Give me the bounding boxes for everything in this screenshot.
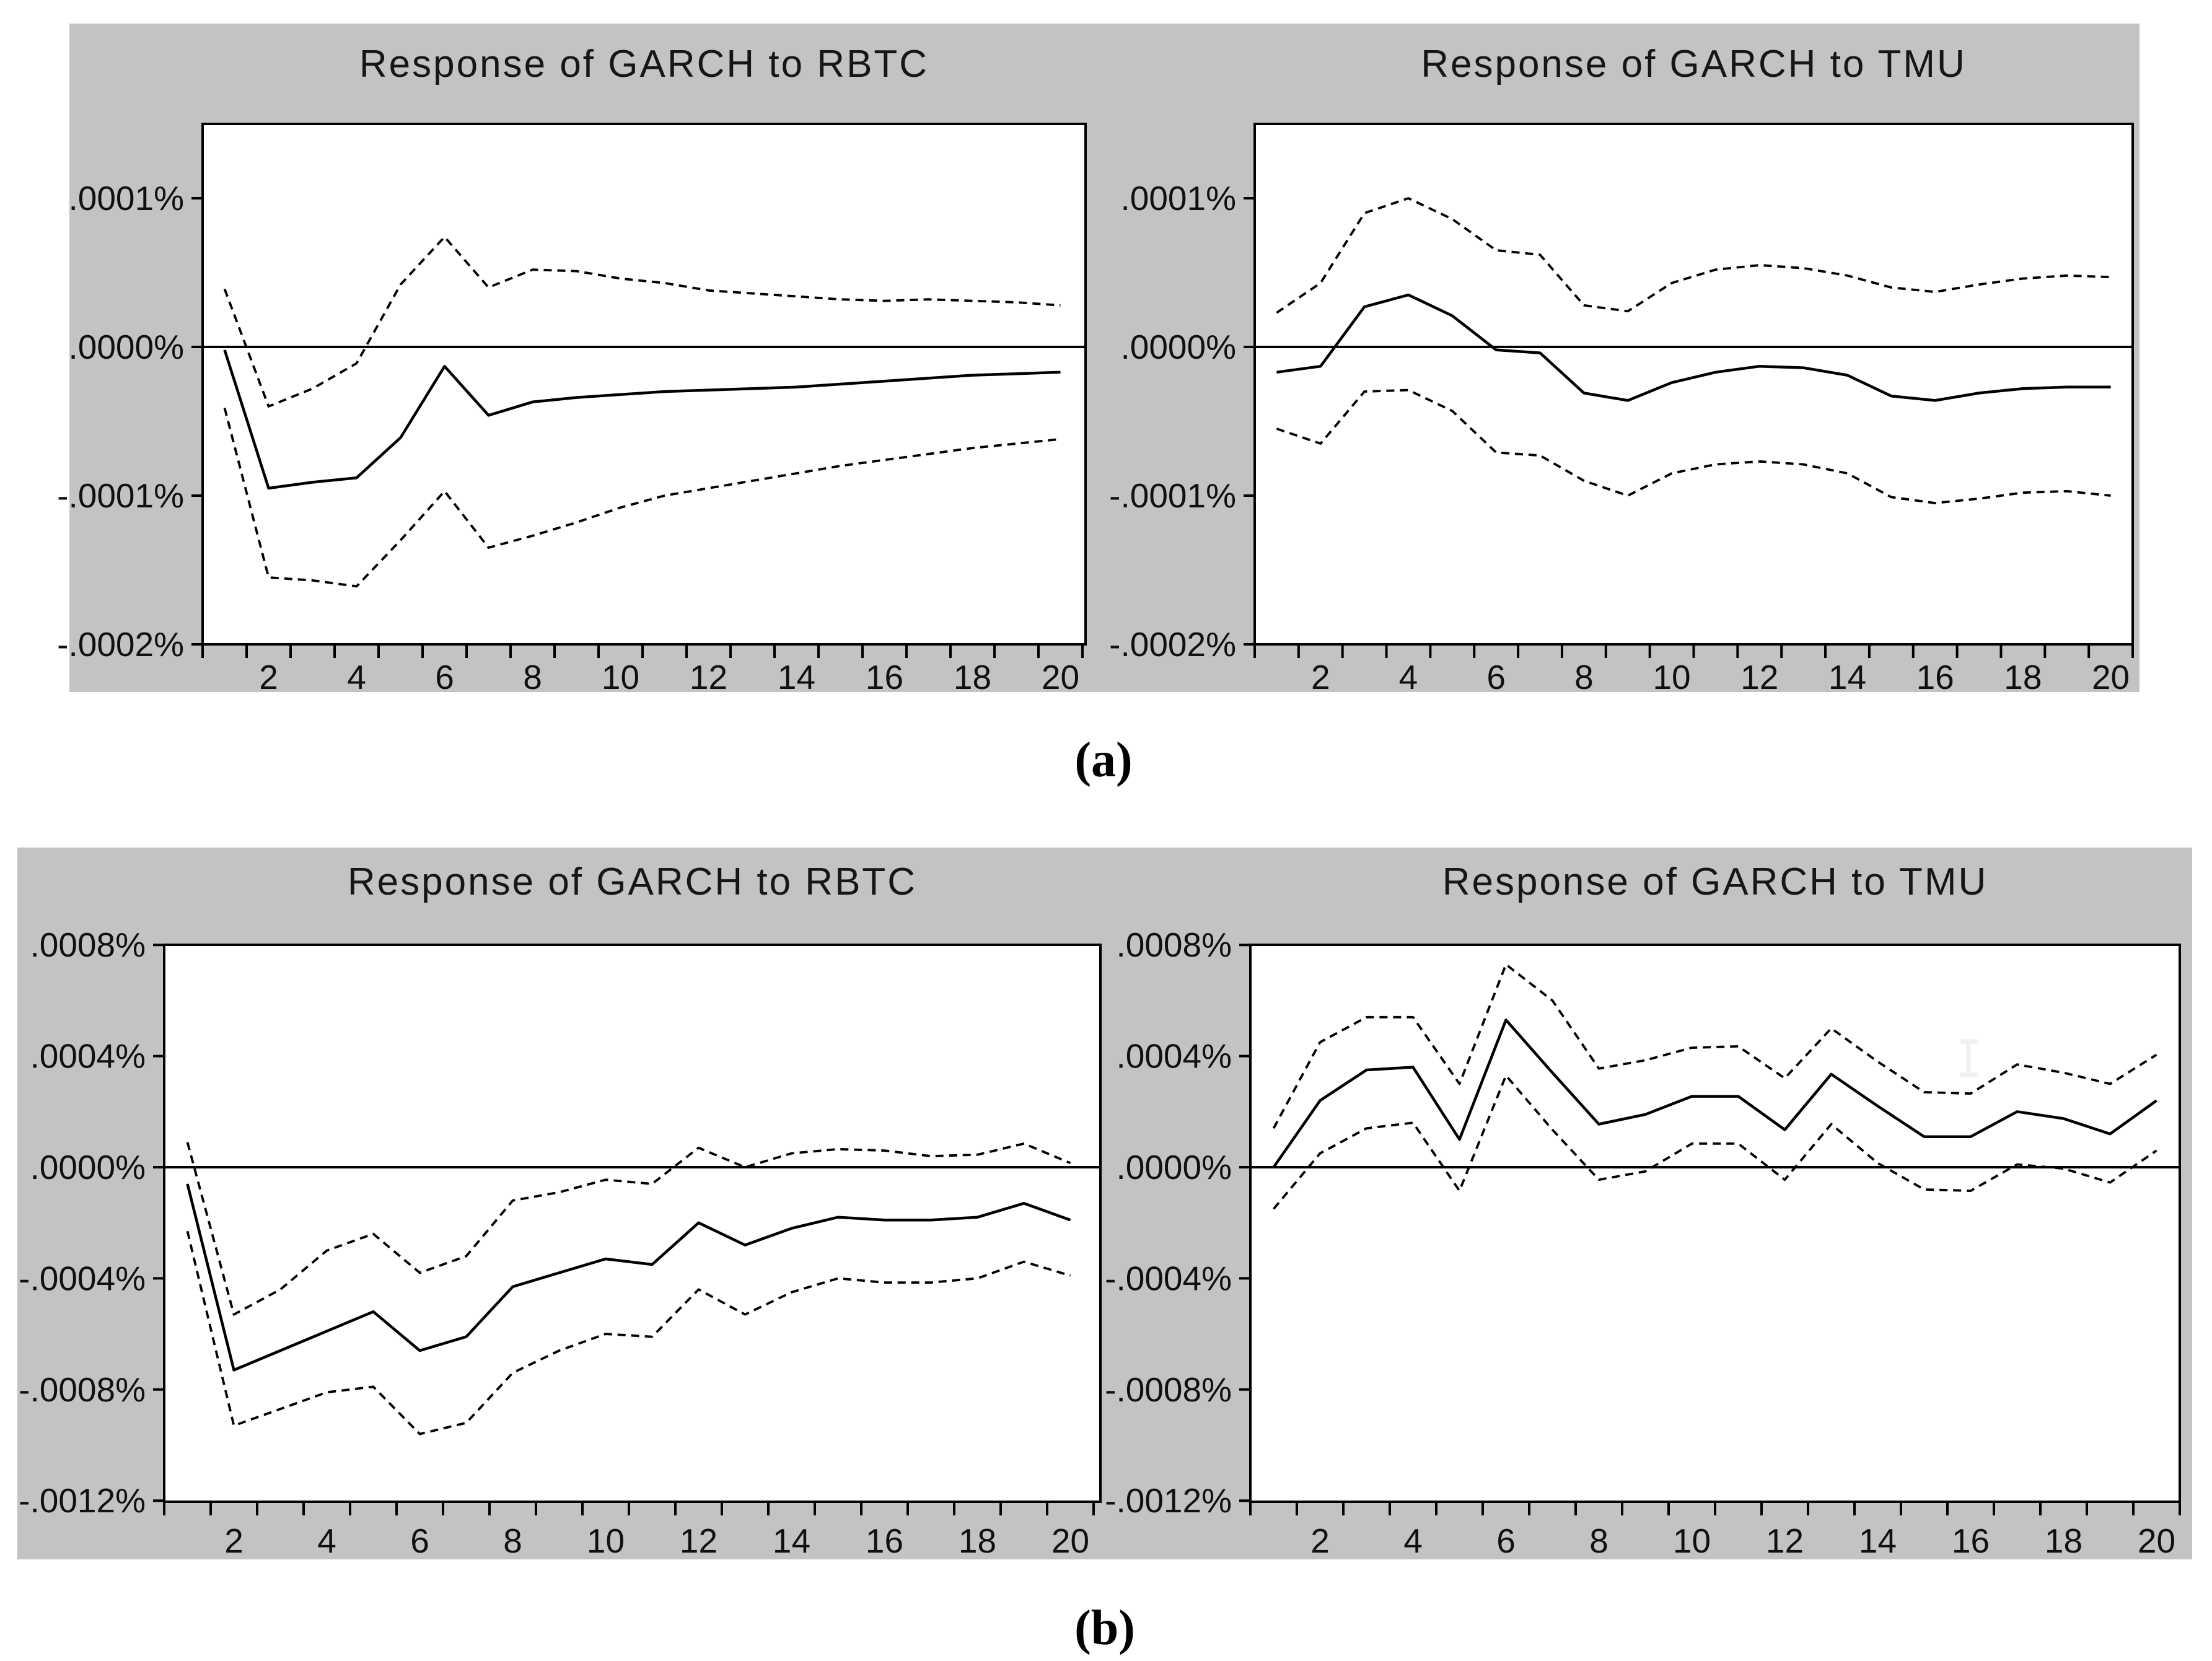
y-tick-label-a-rbtc: -.0001% bbox=[57, 476, 184, 515]
y-tick-label-b-rbtc: -.0012% bbox=[19, 1481, 146, 1520]
x-tick-label-b-rbtc: 12 bbox=[679, 1522, 718, 1560]
plot-box-b-tmu bbox=[1250, 945, 2180, 1502]
plot-box-b-rbtc bbox=[164, 945, 1100, 1502]
x-tick-label-b-tmu: 12 bbox=[1765, 1522, 1804, 1560]
x-tick-label-b-tmu: 14 bbox=[1858, 1522, 1897, 1560]
y-tick-label-b-tmu: .0000% bbox=[1116, 1148, 1232, 1186]
y-tick-label-b-rbtc: -.0004% bbox=[19, 1259, 146, 1298]
x-tick-label-b-tmu: 16 bbox=[1951, 1522, 1990, 1560]
x-tick-label-a-tmu: 14 bbox=[1828, 658, 1867, 696]
x-tick-label-b-tmu: 20 bbox=[2137, 1522, 2176, 1560]
x-tick-label-a-rbtc: 4 bbox=[347, 658, 366, 696]
plot-box-a-tmu bbox=[1255, 124, 2133, 644]
x-tick-label-a-tmu: 10 bbox=[1652, 658, 1691, 696]
x-tick-label-b-rbtc: 18 bbox=[958, 1522, 997, 1560]
x-tick-label-a-tmu: 12 bbox=[1740, 658, 1779, 696]
x-tick-label-a-tmu: 20 bbox=[2091, 658, 2130, 696]
x-tick-label-a-tmu: 16 bbox=[1916, 658, 1954, 696]
y-tick-label-b-rbtc: .0000% bbox=[30, 1148, 146, 1186]
x-tick-label-b-tmu: 10 bbox=[1672, 1522, 1711, 1560]
chart-title-a-rbtc: Response of GARCH to RBTC bbox=[359, 43, 929, 85]
x-tick-label-a-rbtc: 10 bbox=[601, 658, 640, 696]
x-tick-label-a-rbtc: 12 bbox=[689, 658, 728, 696]
x-tick-label-b-tmu: 6 bbox=[1496, 1522, 1516, 1560]
x-tick-label-a-tmu: 8 bbox=[1574, 658, 1594, 696]
x-tick-label-b-rbtc: 14 bbox=[772, 1522, 811, 1560]
x-tick-label-a-rbtc: 2 bbox=[259, 658, 278, 696]
x-tick-label-a-rbtc: 8 bbox=[523, 658, 542, 696]
x-tick-label-b-rbtc: 2 bbox=[224, 1522, 244, 1560]
y-tick-label-b-rbtc: -.0008% bbox=[19, 1370, 146, 1409]
y-tick-label-a-tmu: -.0001% bbox=[1109, 476, 1236, 515]
x-tick-label-b-rbtc: 20 bbox=[1051, 1522, 1090, 1560]
x-tick-label-a-tmu: 18 bbox=[2004, 658, 2042, 696]
chart-title-a-tmu: Response of GARCH to TMU bbox=[1421, 43, 1967, 85]
y-tick-label-b-tmu: -.0008% bbox=[1105, 1370, 1232, 1409]
chart-title-b-tmu: Response of GARCH to TMU bbox=[1442, 861, 1988, 903]
x-tick-label-a-rbtc: 20 bbox=[1041, 658, 1080, 696]
x-tick-label-b-rbtc: 16 bbox=[865, 1522, 904, 1560]
plot-box-a-rbtc bbox=[203, 124, 1086, 644]
x-tick-label-a-tmu: 2 bbox=[1310, 658, 1330, 696]
x-tick-label-b-tmu: 4 bbox=[1403, 1522, 1423, 1560]
x-tick-label-a-tmu: 6 bbox=[1486, 658, 1506, 696]
y-tick-label-b-rbtc: .0004% bbox=[30, 1036, 146, 1076]
chart-title-b-rbtc: Response of GARCH to RBTC bbox=[347, 861, 918, 903]
y-tick-label-b-rbtc: .0008% bbox=[30, 926, 146, 965]
caption-panel-b: (b) bbox=[1074, 1601, 1135, 1655]
y-tick-label-b-tmu: .0004% bbox=[1116, 1036, 1232, 1076]
x-tick-label-a-rbtc: 16 bbox=[865, 658, 904, 696]
y-tick-label-a-rbtc: .0000% bbox=[68, 328, 184, 366]
x-tick-label-b-tmu: 18 bbox=[2044, 1522, 2083, 1560]
x-tick-label-b-rbtc: 10 bbox=[586, 1522, 625, 1560]
x-tick-label-b-rbtc: 6 bbox=[410, 1522, 429, 1560]
caption-panel-a: (a) bbox=[1074, 733, 1133, 787]
y-tick-label-a-tmu: -.0002% bbox=[1109, 625, 1236, 664]
x-tick-label-b-tmu: 2 bbox=[1310, 1522, 1330, 1560]
y-tick-label-b-tmu: -.0004% bbox=[1105, 1259, 1232, 1298]
y-tick-label-a-rbtc: -.0002% bbox=[57, 625, 184, 664]
y-tick-label-a-tmu: .0001% bbox=[1120, 179, 1236, 217]
y-tick-label-a-tmu: .0000% bbox=[1120, 328, 1236, 366]
y-tick-label-a-rbtc: .0001% bbox=[68, 179, 184, 217]
x-tick-label-b-rbtc: 8 bbox=[503, 1522, 522, 1560]
x-tick-label-b-rbtc: 4 bbox=[317, 1522, 336, 1560]
x-tick-label-b-tmu: 8 bbox=[1589, 1522, 1609, 1560]
x-tick-label-a-rbtc: 14 bbox=[777, 658, 816, 696]
x-tick-label-a-rbtc: 18 bbox=[953, 658, 992, 696]
y-tick-label-b-tmu: .0008% bbox=[1116, 926, 1232, 965]
x-tick-label-a-tmu: 4 bbox=[1398, 658, 1418, 696]
y-tick-label-b-tmu: -.0012% bbox=[1105, 1481, 1232, 1520]
x-tick-label-a-rbtc: 6 bbox=[435, 658, 454, 696]
